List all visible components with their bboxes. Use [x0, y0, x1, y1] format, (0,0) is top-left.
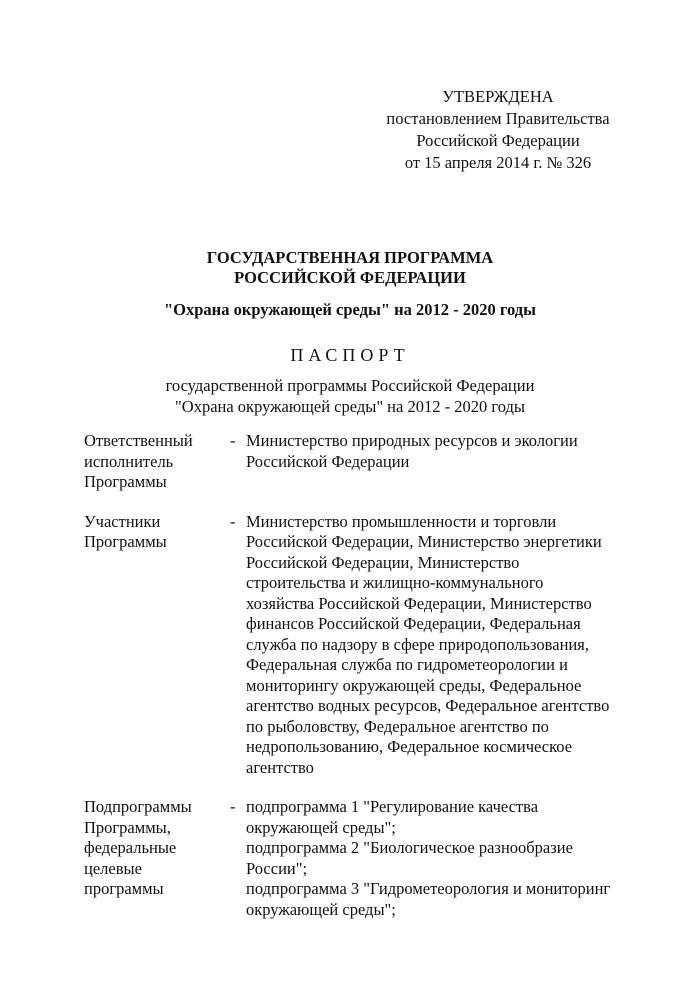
passport-row-subprograms	[84, 797, 644, 920]
row-value-line: хозяйства Российской Федерации, Министерство	[246, 593, 592, 613]
row-label-line: Подпрограммы	[84, 797, 192, 816]
passport-row-responsible-executor	[84, 431, 644, 493]
row-value-line: по рыболовству, Федеральное агентство по	[246, 716, 549, 736]
row-value-line: окружающей среды";	[246, 817, 396, 837]
row-label-line: Участники	[84, 511, 161, 531]
approval-authority: Российской Федерации	[416, 131, 580, 150]
row-value-line: агентство	[246, 757, 314, 777]
row-value-line: Министерство природных ресурсов и экологии	[246, 431, 578, 450]
row-value-line: Российской Федерации	[246, 451, 410, 471]
row-value-line: России";	[246, 858, 308, 878]
row-label-line: Программы	[84, 532, 167, 551]
program-title-line-1: ГОСУДАРСТВЕННАЯ ПРОГРАММА	[206, 248, 494, 267]
row-label-line: целевые	[84, 858, 142, 878]
row-value-line: недропользованию, Федеральное космическое	[246, 737, 573, 756]
row-value	[246, 797, 636, 920]
row-value-line: финансов Российской Федерации, Федеральная	[246, 614, 581, 633]
passport-heading: ПАСПОРТ	[290, 345, 410, 365]
row-value-line: Российской Федерации, Министерство	[246, 552, 520, 572]
row-label	[84, 797, 230, 920]
row-label	[84, 512, 230, 779]
row-value-line: агентство водных ресурсов, Федеральное агентство	[246, 696, 610, 715]
row-label-line: Ответственный	[84, 431, 193, 450]
passport-table	[84, 431, 644, 920]
row-label-line: Программы,	[84, 817, 171, 837]
row-value-line: мониторингу окружающей среды, Федеральное	[246, 675, 582, 695]
row-value-line: Министерство промышленности и торговли	[246, 511, 557, 531]
approval-block	[382, 86, 614, 174]
row-value-line: подпрограмма 2 "Биологическое разнообразие	[246, 838, 573, 857]
row-dash: -	[230, 797, 236, 816]
row-label-line: исполнитель	[84, 451, 174, 471]
row-dash: -	[230, 511, 236, 531]
passport-subheading	[0, 375, 700, 417]
program-subtitle: "Охрана окружающей среды" на 2012 - 2020 годы	[164, 300, 536, 319]
passport-subheading-line-1: государственной программы Российской Федерации	[165, 376, 535, 395]
row-value-line: окружающей среды";	[246, 899, 396, 919]
row-value	[246, 431, 636, 493]
row-label-line: программы	[84, 879, 164, 898]
row-value-line: Российской Федерации, Министерство энергетики	[246, 532, 602, 551]
row-value-line: строительства и жилищно-коммунального	[246, 573, 544, 592]
program-title-line-2: РОССИЙСКОЙ ФЕДЕРАЦИИ	[234, 268, 466, 287]
row-label-line: федеральные	[84, 838, 177, 857]
approval-stamp: УТВЕРЖДЕНА	[442, 87, 554, 106]
row-value-line: Федеральная служба по гидрометеорологии и	[246, 655, 568, 674]
program-title	[0, 248, 700, 320]
row-label-line: Программы	[84, 472, 167, 491]
row-dash: -	[230, 431, 236, 450]
row-value	[246, 512, 636, 779]
passport-subheading-line-2: "Охрана окружающей среды" на 2012 - 2020 годы	[175, 397, 525, 416]
row-label	[84, 431, 230, 493]
row-value-line: подпрограмма 3 "Гидрометеорология и мониторинг	[246, 879, 611, 898]
approval-decree: постановлением Правительства	[386, 109, 610, 128]
approval-date-number: от 15 апреля 2014 г. № 326	[404, 153, 592, 172]
row-value-line: подпрограмма 1 "Регулирование качества	[246, 797, 539, 816]
passport-row-participants	[84, 512, 644, 779]
row-value-line: служба по надзору в сфере природопользования,	[246, 634, 589, 654]
